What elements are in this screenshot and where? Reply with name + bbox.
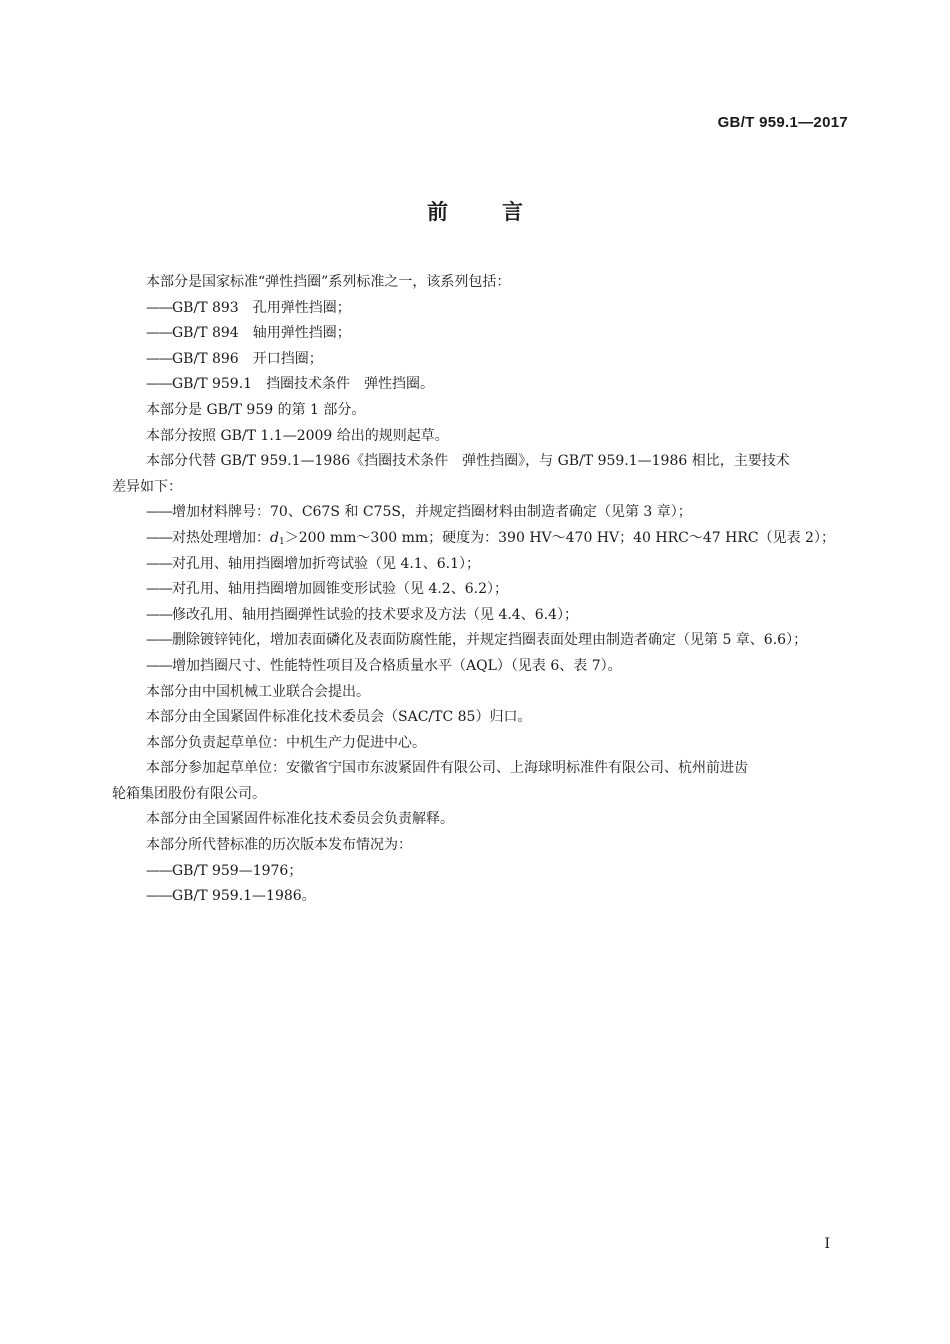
list-item <box>112 347 852 373</box>
change-text: ＞200 mm～300 mm；硬度为：390 HV～470 HV；40 HRC～47 HRC（见表 2）； <box>284 529 835 546</box>
page-title-char-2: 言 <box>502 200 523 224</box>
change-text: 对孔用、轴用挡圈增加圆锥变形试验（见 4.2、6.2）； <box>172 581 508 598</box>
replacement-line-b: 弹性挡圈》，与 GB/T 959.1—1986 相比，主要技术 <box>462 453 790 470</box>
page-title <box>0 196 950 226</box>
change-text: 删除镀锌钝化，增加表面磷化及表面防腐性能，并规定挡圈表面处理由制造者确定（见第 5 章、6.6）； <box>172 632 808 649</box>
history-text: GB/T 959.1—1986。 <box>172 888 316 905</box>
list-item <box>112 603 852 629</box>
series-code: GB/T 893 <box>172 299 239 316</box>
series-name: 轴用弹性挡圈； <box>252 325 351 342</box>
dash-lead: —— <box>146 325 172 342</box>
paragraph-replacement <box>112 449 852 475</box>
paragraph-part-number: 本部分是 GB/T 959 的第 1 部分。 <box>146 401 366 418</box>
dash-lead: —— <box>146 555 172 572</box>
change-text: 修改孔用、轴用挡圈弹性试验的技术要求及方法（见 4.4、6.4）； <box>172 606 578 623</box>
series-code: GB/T 896 <box>172 350 239 367</box>
paragraph-series-intro: 本部分是国家标准“弹性挡圈”系列标准之一，该系列包括： <box>146 274 511 290</box>
list-item <box>112 654 852 680</box>
series-name: 开口挡圈； <box>252 350 323 367</box>
paragraph-interpretation: 本部分由全国紧固件标准化技术委员会负责解释。 <box>146 811 454 828</box>
paragraph-participants-cont: 轮箱集团股份有限公司。 <box>112 785 266 802</box>
dash-lead: —— <box>146 529 172 546</box>
symbol-d: d <box>270 529 279 546</box>
change-text: 增加材料牌号：70、C67S 和 C75S，并规定挡圈材料由制造者确定（见第 3 章）； <box>172 504 692 521</box>
series-code: GB/T 959.1 <box>172 376 253 393</box>
paragraph-drafter: 本部分负责起草单位：中机生产力促进中心。 <box>146 734 426 751</box>
list-item <box>112 372 852 398</box>
list-item <box>112 859 852 885</box>
series-name-2: 弹性挡圈。 <box>364 376 435 393</box>
paragraph-replacement-cont: 差异如下： <box>112 478 182 495</box>
replacement-line-a: 本部分代替 GB/T 959.1—1986《挡圈技术条件 <box>146 453 449 470</box>
dash-lead: —— <box>146 581 172 598</box>
paragraph-drafting-rules: 本部分按照 GB/T 1.1—2009 给出的规则起草。 <box>146 427 449 444</box>
dash-lead: —— <box>146 632 172 649</box>
dash-lead: —— <box>146 376 172 393</box>
series-name: 挡圈技术条件 <box>266 376 351 393</box>
paragraph-proposer: 本部分由中国机械工业联合会提出。 <box>146 683 370 700</box>
dash-lead: —— <box>146 606 172 623</box>
paragraph-history-intro: 本部分所代替标准的历次版本发布情况为： <box>146 837 412 854</box>
series-code: GB/T 894 <box>172 325 239 342</box>
dash-lead: —— <box>146 350 172 367</box>
dash-lead: —— <box>146 862 172 879</box>
dash-lead: —— <box>146 657 172 674</box>
list-item <box>112 552 852 578</box>
paragraph-participants: 本部分参加起草单位：安徽省宁国市东波紧固件有限公司、上海球明标准件有限公司、杭州前进齿 <box>146 760 748 777</box>
list-item <box>112 296 852 322</box>
dash-lead: —— <box>146 299 172 316</box>
history-text: GB/T 959—1976； <box>172 862 303 879</box>
change-text: 增加挡圈尺寸、性能特性项目及合格质量水平（AQL）（见表 6、表 7）。 <box>172 657 622 674</box>
series-name: 孔用弹性挡圈； <box>252 299 351 316</box>
foreword-body <box>112 270 852 910</box>
list-item <box>112 628 852 654</box>
page-number: I <box>824 1236 830 1252</box>
list-item <box>112 577 852 603</box>
list-item <box>112 884 852 910</box>
paragraph-committee: 本部分由全国紧固件标准化技术委员会（SAC/TC 85）归口。 <box>146 709 532 726</box>
list-item <box>112 500 852 526</box>
dash-lead: —— <box>146 888 172 905</box>
dash-lead: —— <box>146 504 172 521</box>
page-title-char-1: 前 <box>427 200 448 224</box>
change-text: 对孔用、轴用挡圈增加折弯试验（见 4.1、6.1）； <box>172 555 480 572</box>
list-item <box>112 526 852 552</box>
standard-number: GB/T 959.1—2017 <box>717 114 848 131</box>
change-text: 对热处理增加： <box>172 529 270 546</box>
list-item <box>112 321 852 347</box>
symbol-subscript: 1 <box>278 536 285 547</box>
